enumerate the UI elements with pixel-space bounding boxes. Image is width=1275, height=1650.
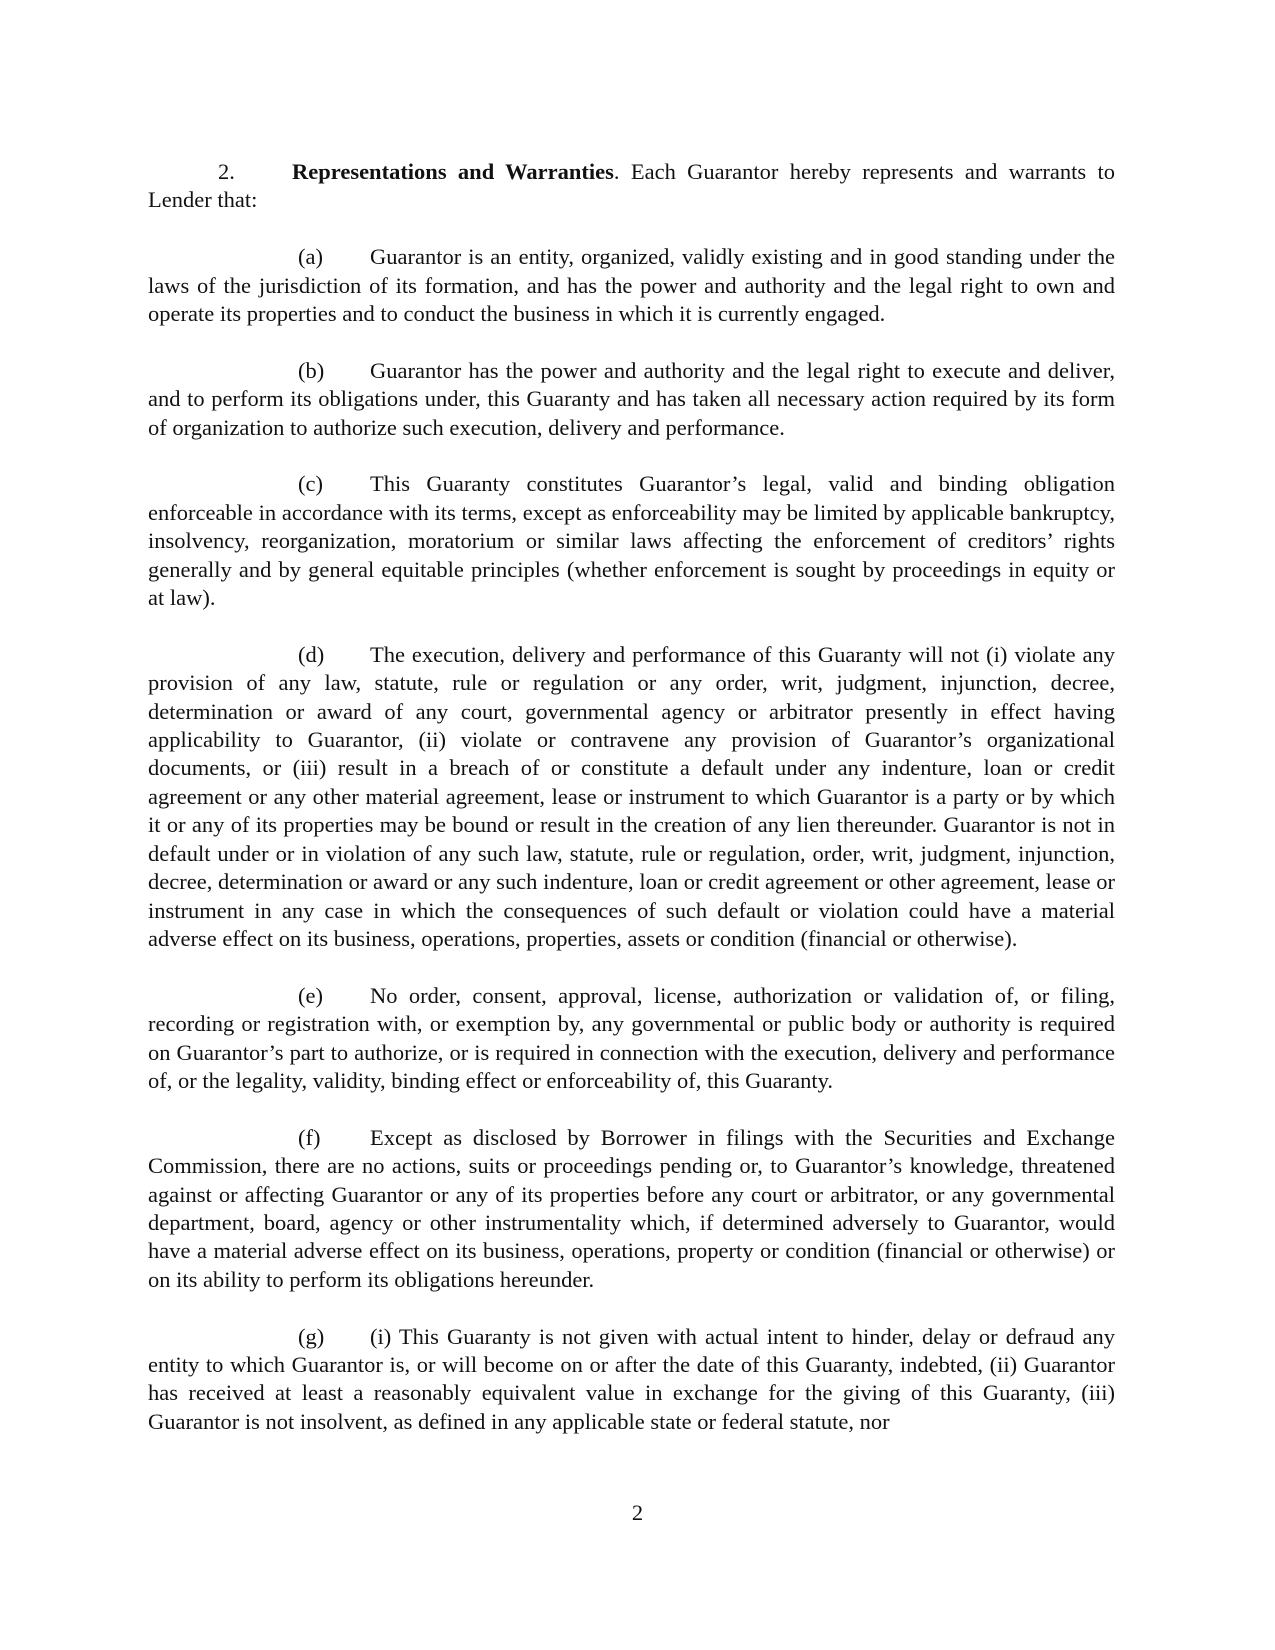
subsection-text: No order, consent, approval, license, authorization or validation of, or filing, recording or registration with, or exemption by, any governmental or public body or authority is required on Guarantor’s part to authorize, or is required in connection with the execution, delivery and performance of, or the legality, validity, binding effect or enforceability of, this Guaranty. [148,982,1115,1093]
subsection-c [148,470,1115,612]
subsection-label: (g) [298,1323,325,1349]
subsection-text: (i) This Guaranty is not given with actual intent to hinder, delay or defraud any entity to which Guarantor is, or will become on or after the date of this Guaranty, indebted, (ii) Guarantor has received at least a reasonably equivalent value in exchange for the giving of this Guaranty, (iii) Guarantor is not insolvent, as defined in any applicable state or federal statute, nor [148,1323,1115,1434]
section-heading: Representations and Warranties [292,159,614,184]
subsection-text: The execution, delivery and performance of this Guaranty will not (i) violate any provision of any law, statute, rule or regulation or any order, writ, judgment, injunction, decree, determination or award of any court, governmental agency or arbitrator presently in effect having applicability to Guarantor, (ii) violate or contravene any provision of Guarantor’s organizational documents, or (iii) result in a breach of or constitute a default under any indenture, loan or credit agreement or any other material agreement, lease or instrument to which Guarantor is a party or by which it or any of its properties may be bound or result in the creation of any lien thereunder. Guarantor is not in default under or in violation of any such law, statute, rule or regulation, order, writ, judgment, injunction, decree, determination or award or any such indenture, loan or credit agreement or other agreement, lease or instrument in any case in which the consequences of such default or violation could have a material adverse effect on its business, operations, properties, assets or condition (financial or otherwise). [148,641,1115,951]
subsection-label: (e) [298,982,323,1008]
subsection-text: Except as disclosed by Borrower in filings with the Securities and Exchange Commission, there are no actions, suits or proceedings pending or, to Guarantor’s knowledge, threatened against or affecting Guarantor or any of its properties before any court or arbitrator, or any governmental department, board, agency or other instrumentality which, if determined adversely to Guarantor, would have a material adverse effect on its business, operations, property or condition (financial or otherwise) or on its ability to perform its obligations hereunder. [148,1124,1115,1292]
subsection-b [148,357,1115,442]
section-number: 2. [218,159,235,184]
subsection-f [148,1124,1115,1294]
section-2-paragraph [148,158,1115,215]
subsection-label: (d) [298,641,325,667]
subsection-label: (f) [298,1124,321,1150]
page-number: 2 [631,1500,644,1525]
subsection-label: (a) [298,244,323,270]
subsection-e [148,982,1115,1096]
subsection-g [148,1323,1115,1437]
document-page [148,158,1115,1465]
subsection-d [148,641,1115,953]
subsection-text: Guarantor is an entity, organized, validly existing and in good standing under the laws of the jurisdiction of its formation, and has the power and authority and the legal right to own and operate its properties and to conduct the business in which it is currently engaged. [148,244,1115,327]
section-intro: . Each Guarantor hereby represents and warrants to Lender that: [148,159,1115,213]
subsection-label: (b) [298,357,325,383]
subsection-text: Guarantor has the power and authority and the legal right to execute and deliver, and to perform its obligations under, this Guaranty and has taken all necessary action required by its form of organization to authorize such execution, delivery and performance. [148,357,1115,440]
subsection-a [148,243,1115,328]
subsection-label: (c) [298,471,323,497]
subsection-text: This Guaranty constitutes Guarantor’s legal, valid and binding obligation enforceable in accordance with its terms, except as enforceability may be limited by applicable bankruptcy, insolvency, reorganization, moratorium or similar laws affecting the enforcement of creditors’ rights generally and by general equitable principles (whether enforcement is sought by proceedings in equity or at law). [148,471,1115,611]
